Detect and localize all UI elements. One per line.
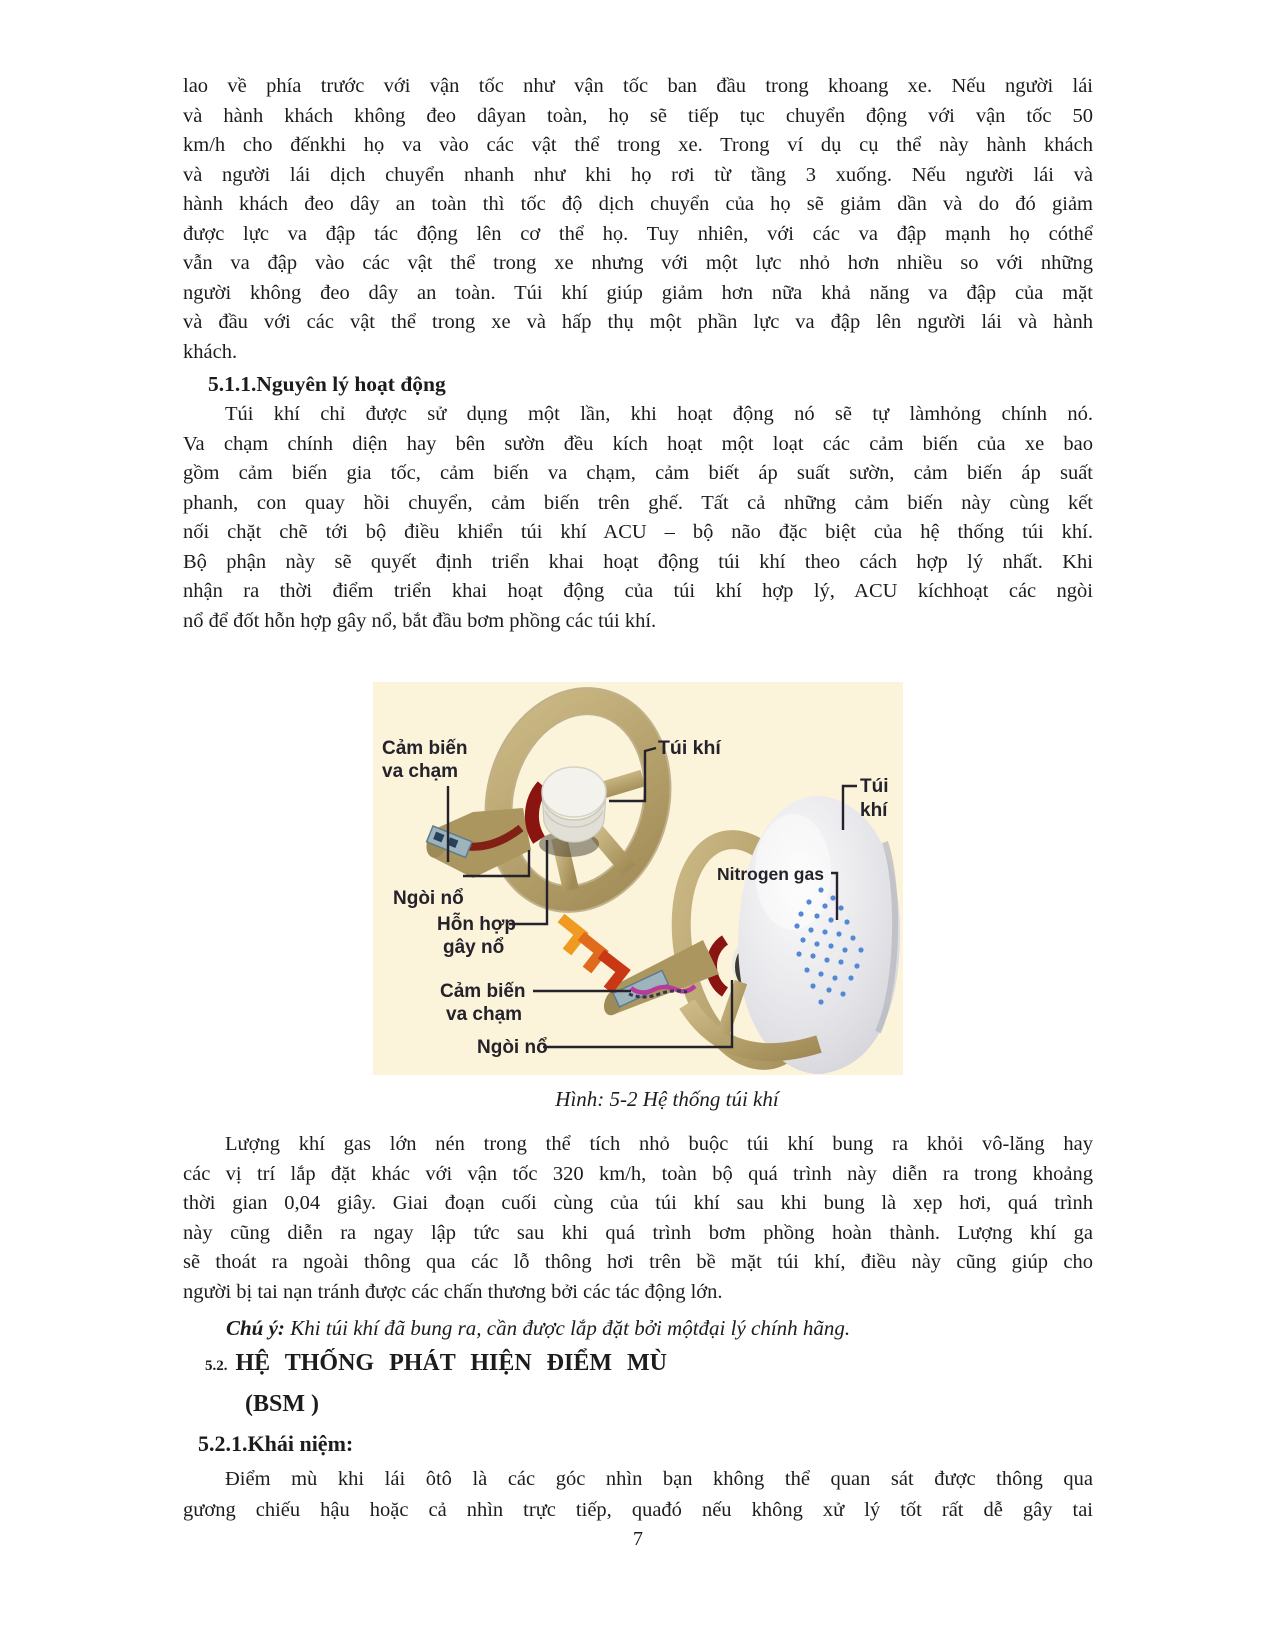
figure-label-mixture-line2: gây nổ [443, 937, 505, 958]
text-line: và hành khách không đeo dâyan toàn, họ sẽ tiếp tục chuyển động với vận tốc 50 [183, 104, 1093, 127]
heading-5-2-title: HỆ THỐNG PHÁT HIỆN ĐIỂM MÙ [235, 1350, 667, 1376]
airbag-module [542, 767, 606, 842]
figure-airbag-system [183, 682, 1093, 1113]
figure-label-nitrogen-gas: Nitrogen gas [717, 864, 824, 884]
figure-label-airbag-top: Túi khí [658, 737, 721, 759]
text-line: người không đeo dây an toàn. Túi khí giúp giảm hơn nữa khả năng va đập của mặt [183, 281, 1093, 304]
text-line: gương chiếu hậu hoặc cả nhìn trực tiếp, quađó nếu không xử lý tốt rất dễ gây tai [183, 1499, 1093, 1521]
figure-label-airbag-right-line2: khí [860, 800, 888, 821]
text-line: vẫn va đập vào các vật thể trong xe nhưng với một lực nhỏ hơn nhiều so với những [183, 252, 1093, 274]
heading-5-2-1: 5.2.1.Khái niệm: [198, 1431, 354, 1456]
figure-label-airbag-right-line1: Túi [860, 776, 889, 797]
figure-label-igniter-left: Ngòi nổ [393, 888, 464, 909]
text-line: người bị tai nạn tránh được các chấn thương bởi các tác động lớn. [183, 1280, 723, 1303]
note-lead: Chú ý: [226, 1316, 285, 1340]
text-line: nhận ra thời điểm triển khai hoạt động của túi khí hợp lý, ACU kíchhoạt các ngòi [183, 580, 1093, 602]
figure-label-mixture-line1: Hỗn hợp [437, 914, 516, 935]
note-text: Khi túi khí đã bung ra, cần được lắp đặt bởi mộtđại lý chính hãng. [284, 1316, 851, 1340]
text-line: nối chặt chẽ tới bộ điều khiển túi khí ACU – bộ não đặc biệt của hệ thống túi khí. [183, 521, 1093, 543]
heading-5-1-1: 5.1.1.Nguyên lý hoạt động [208, 372, 446, 396]
text-line: và đầu với các vật thể trong xe và hấp thụ một phần lực va đập lên người lái và hành [183, 311, 1093, 333]
airbag-diagram-image [373, 682, 903, 1075]
heading-5-2-subtitle: (BSM ) [245, 1391, 319, 1417]
text-line: và người lái dịch chuyển nhanh như khi họ rơi từ tầng 3 xuống. Nếu người lái và [183, 163, 1093, 186]
paragraph-deployment [183, 1130, 1093, 1307]
page-number: 7 [633, 1528, 643, 1550]
text-line: này cũng diễn ra ngay lập tức sau khi quá trình bơm phồng hoàn thành. Lượng khí ga [183, 1221, 1093, 1244]
note-line [183, 1313, 1093, 1343]
text-line: khách. [183, 340, 238, 363]
paragraph-intro [183, 72, 1093, 367]
figure-label-crash-sensor-top-line2: va chạm [382, 761, 459, 782]
figure-label-crash-sensor-bottom-line2: va chạm [446, 1004, 523, 1025]
heading-5-2 [183, 1350, 1093, 1386]
figure-label-igniter-bottom: Ngòi nổ [477, 1037, 548, 1058]
text-line: gồm cảm biến gia tốc, cảm biến va chạm, cảm biết áp suất sườn, cảm biến áp suất [183, 462, 1093, 484]
text-line: Túi khí chỉ được sử dụng một lần, khi hoạt động nó sẽ tự làmhỏng chính nó. [225, 403, 1093, 425]
text-line: Lượng khí gas lớn nén trong thể tích nhỏ buộc túi khí bung ra khỏi vô-lăng hay [225, 1133, 1093, 1155]
page-content [183, 72, 1093, 1552]
paragraph-operating-principle [183, 400, 1093, 636]
text-line: được lực va đập tác động lên cơ thể họ. Tuy nhiên, với các va đập mạnh họ cóthể [183, 222, 1093, 245]
heading-5-2-number: 5.2. [205, 1358, 228, 1374]
text-line: phanh, con quay hồi chuyển, cảm biến trên ghế. Tất cả những cảm biến này cùng kết [183, 491, 1093, 514]
paragraph-blind-spot [183, 1464, 1093, 1526]
figure-caption: Hình: 5-2 Hệ thống túi khí [555, 1087, 779, 1111]
figure-label-crash-sensor-top-line1: Cảm biến [382, 738, 468, 759]
text-line: km/h cho đếnkhi họ va vào các vật thể trong xe. Trong ví dụ cụ thể này hành khách [183, 134, 1093, 156]
text-line: sẽ thoát ra ngoài thông qua các lỗ thông hơi trên bề mặt túi khí, điều này cũng giúp cho [183, 1251, 1093, 1273]
text-line: Va chạm chính diện hay bên sườn đều kích hoạt một loạt các cảm biến của xe bao [183, 432, 1093, 455]
text-line: Bộ phận này sẽ quyết định triển khai hoạt động túi khí theo cách hợp lý nhất. Khi [183, 550, 1093, 573]
text-line: hành khách đeo dây an toàn thì tốc độ dịch chuyển của họ sẽ giảm dần và do đó giảm [183, 193, 1093, 215]
text-line: thời gian 0,04 giây. Giai đoạn cuối cùng của túi khí sau khi bung là xẹp hơi, quá trình [183, 1192, 1093, 1214]
text-line: nổ để đốt hỗn hợp gây nổ, bắt đầu bơm phồng các túi khí. [183, 609, 657, 632]
text-line: lao về phía trước với vận tốc như vận tốc ban đầu trong khoang xe. Nếu người lái [183, 75, 1093, 97]
figure-label-crash-sensor-bottom-line1: Cảm biến [440, 981, 526, 1002]
text-line: các vị trí lắp đặt khác với vận tốc 320 km/h, toàn bộ quá trình này diễn ra trong khoảng [183, 1162, 1093, 1185]
text-line: Điểm mù khi lái ôtô là các góc nhìn bạn không thể quan sát được thông qua [225, 1468, 1093, 1490]
